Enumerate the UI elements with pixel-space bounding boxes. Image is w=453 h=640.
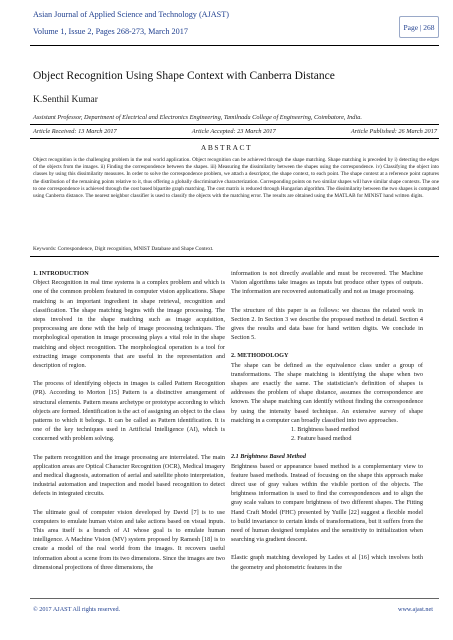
subsection-heading: 2.1 Brightness Based Method <box>231 453 306 461</box>
keywords: Keywords: Correspondence, Digit recognition, MNIST Database and Shape Context. <box>33 246 214 252</box>
paragraph: information is not directly available and must be recovered. The Machine Vision algorithms take images as inputs but produce other types of outputs. The information are recovered automatically and not as image processing. <box>231 270 423 296</box>
journal-name: Asian Journal of Applied Science and Technology (AJAST) <box>33 10 229 19</box>
section-heading: 1. INTRODUCTION <box>33 270 89 277</box>
author-affiliation: Assistant Professor, Department of Electrical and Electronics Engineering, Tamilnadu College of Engineering, Coimbatore, India. <box>33 114 362 121</box>
copyright: © 2017 AJAST All rights reserved. <box>33 606 121 613</box>
paragraph: The process of identifying objects in images is called Pattern Recognition (PR). According to Morton [15] Pattern is a distinctive arrangement of structural elements. Pattern means archetype or prototype according to which objects are formed. Identification is the act of assigning an object to the class patterns to which it belongs. It can be called as Pattern identification. It is one of the key techniques used in Artificial Intelligence (AI), which is concerned with problem solving. <box>33 380 225 443</box>
header-rule <box>30 45 439 46</box>
paragraph: The ultimate goal of computer vision developed by David [7] is to use computers to emulate human vision and take actions based on visual inputs. This area itself is a branch of AI whose goal is to emulate human intelligence. A Machine Vision (MV) system proposed by Ramesh [18] is to create a model of the real world from the images. It recovers useful information about a scene from its two dimensions. Since the images are two dimensional projections of three dimensions, the <box>33 508 225 571</box>
method-list <box>291 425 423 443</box>
footer-rule <box>30 598 439 599</box>
abstract-heading: ABSTRACT <box>200 143 253 152</box>
left-column <box>33 269 225 581</box>
accepted-date: Article Accepted: 23 March 2017 <box>191 128 276 135</box>
article-dates <box>33 128 437 135</box>
divider <box>30 138 439 139</box>
paragraph: Brightness based or appearance based method is a complementary view to feature based methods. Instead of focusing on the shape this approach make direct use of gray values within the visible portion of the objects. The brightness information is used to find the correspondences and to align the gray scale values to compare brightness of two different shapes. The Fitting Hand Craft Model (FHC) presented by Yuille [22] suggest a flexible model to build invariance to certain kinds of transformations, but it suffers from the need of human designed templates and the sensitivity to initialization when searching via gradient descent. <box>231 462 423 544</box>
list-item: 1. Brightness based method <box>291 426 360 434</box>
section-heading: 2. METHODOLOGY <box>231 352 289 360</box>
paragraph: Elastic graph matching developed by Lades et al [16] which involves both the geometry and photometric features in the <box>231 554 423 571</box>
published-date: Article Published: 26 March 2017 <box>350 128 437 135</box>
paragraph: The structure of this paper is as follows: we discuss the related work in Section 2. In Section 3 we describe the proposed method in detail. Section 4 gives the results and data base for hand written digits. We conclude in Section 5. <box>231 306 423 342</box>
paragraph: The shape can be defined as the equivalence class under a group of transformations. The shape matching is identifying the shape when two shapes are exactly the same. The statistician’s definition of shapes is addresses the problem of shape distance, assumes the correspondence are known. The shape matching can identify without finding the correspondence by using the intensity based technique. An extensive survey of shape matching in a computer can broadly classified into two approaches. <box>231 361 423 424</box>
paragraph: Object Recognition in real time systems is a complex problem and which is one of the common problem featured in computer vision applications. Shape matching is an important ingredient in shape retrieval, recognition and classification. The shape matching begins with the image processing. The steps involved in the shape matching such as image acquisition, preprocessing are done with the help of image processing techniques. The morphological operation in image processing plays a vital role in the shape matching and object recognition. The morphological operation is a tool for extracting image components that are useful in the representation and description of region. <box>33 279 225 370</box>
journal-url[interactable]: www.ajast.net <box>398 606 433 613</box>
abstract-text: Object recognition is the challenging problem in the real world application. Object recognition can be achieved through the shape matching. Shape matching is preceded by i) detecting the edges of the objects from the images. ii) Finding the correspondence between the shapes. iii) Measuring the dissimilarity between the shapes using the correspondence. iv) Classifying the object into classes by using this dissimilarity measures. In order to solve the correspondence problem, we attach a descriptor, the shape context, to each point. The shape context at a reference point captures the distribution of the remaining points relative to it, thus offering a globally discriminative characterization. Corresponding points on two similar shapes will have similar shape contexts. The one to one correspondence is achieved through the cost based bipartite graph matching. The cost matrix is reduced through Hungarian algorithm. The dissimilarity between the two shapes is computed using Canberra distance. The nearest neighbor classifier is used to classify the objects with the matching error. The results are obtained using the MATLAB for MINIST hand written digits. <box>33 157 439 200</box>
divider <box>30 124 439 125</box>
divider <box>30 256 439 257</box>
journal-volume: Volume 1, Issue 2, Pages 268-273, March 2017 <box>33 27 188 36</box>
paper-title: Object Recognition Using Shape Context with Canberra Distance <box>33 70 335 82</box>
list-item: 2. Feature based method <box>291 435 352 443</box>
author-name: K.Senthil Kumar <box>33 95 98 105</box>
paragraph: The pattern recognition and the image processing are interrelated. The main application areas are Optical Character Recognition (OCR), Medical imagery and medical diagnosis, automation of aerial and satellite photo interpretation, industrial automation and inspection and model based recognition to detect defects in integrated circuits. <box>33 453 225 498</box>
right-column <box>231 269 423 581</box>
received-date: Article Received: 13 March 2017 <box>33 128 117 135</box>
page-number-box: Page | 268 <box>399 16 439 38</box>
